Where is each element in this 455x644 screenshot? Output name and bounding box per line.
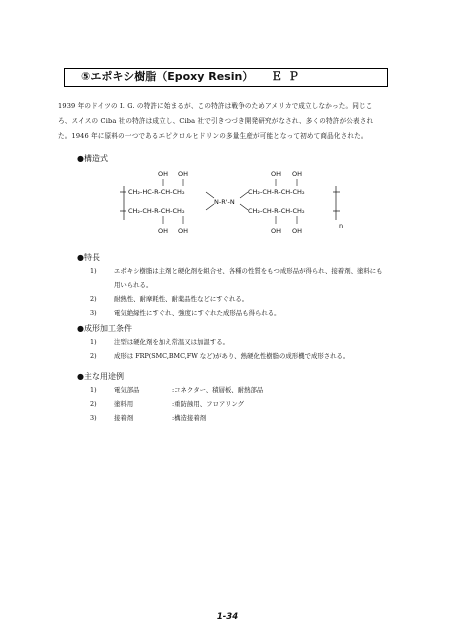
- formula-oh: OH: [178, 227, 189, 235]
- list-item: 2) 塗料用 :重防蝕用、フロアリング: [90, 400, 245, 408]
- section-title: [64, 68, 388, 87]
- intro-paragraph: [58, 99, 398, 144]
- formula-oh: OH: [271, 170, 282, 178]
- intro-line: ろ、スイスの Ciba 社の特許は成立し、Ciba 社で引きつづき開発研究がなされ、多くの特許が公表され: [58, 117, 374, 125]
- intro-line: 1939 年のドイツの I. G. の特許に始まるが、この特許は戦争のためアメリカで成立しなかった。同じこ: [58, 102, 373, 110]
- list-item: 1) 電気部品 :コネクター、積層板、耐熱部品: [90, 386, 264, 394]
- features-heading: ●特長: [77, 253, 100, 262]
- uses-list: [90, 383, 263, 425]
- features-list: [90, 264, 383, 320]
- formula-top-left: CH₂-HC-R-CH-CH₂: [128, 188, 185, 196]
- formula-bottom-left: CH₂-CH-R-CH-CH₂: [128, 207, 185, 215]
- formula-oh: OH: [158, 170, 169, 178]
- formula-oh: OH: [178, 170, 189, 178]
- list-item-continuation: 用いられる。: [114, 281, 153, 289]
- structural-formula: [110, 168, 350, 238]
- structure-heading: ●構造式: [77, 154, 108, 163]
- formula-oh: OH: [292, 227, 303, 235]
- processing-list: [90, 335, 349, 363]
- list-item: 2) 耐熱性、耐摩耗性、耐薬品性などにすぐれる。: [90, 295, 249, 303]
- page-number: 1-34: [216, 612, 239, 622]
- title-abbreviation: ＥＰ: [271, 70, 305, 83]
- formula-middle: N-R'-N: [214, 198, 235, 206]
- list-item: 1) エポキシ樹脂は主剤と硬化剤を組合せ、各種の性質をもつ成形品が得られ、接着剤、塗料にも: [90, 267, 383, 275]
- uses-heading: ●主な用途例: [77, 372, 124, 381]
- formula-oh: OH: [158, 227, 169, 235]
- intro-line: た。1946 年に原料の一つであるエピクロルヒドリンの多量生産が可能となって初めて商品化された。: [58, 132, 368, 140]
- list-item: 2) 成形は FRP(SMC,BMC,FW など)があり、熱硬化性樹脂の成形機で成形される。: [90, 352, 350, 360]
- formula-top-right: CH₂-CH-R-CH-CH₂: [248, 188, 305, 196]
- formula-subscript: n: [339, 222, 344, 230]
- list-item: 3) 接着剤 :構造接着剤: [90, 414, 207, 422]
- formula-bottom-right: CH₂-CH-R-CH-CH₂: [248, 207, 305, 215]
- formula-oh: OH: [271, 227, 282, 235]
- processing-heading: ●成形加工条件: [77, 324, 132, 333]
- list-item: 1) 注型は硬化剤を加え常温又は加温する。: [90, 338, 230, 346]
- title-name: ⑤エポキシ樹脂（Epoxy Resin）: [81, 70, 254, 83]
- list-item: 3) 電気絶縁性にすぐれ、強度にすぐれた成形品も得られる。: [90, 309, 281, 317]
- formula-oh: OH: [292, 170, 303, 178]
